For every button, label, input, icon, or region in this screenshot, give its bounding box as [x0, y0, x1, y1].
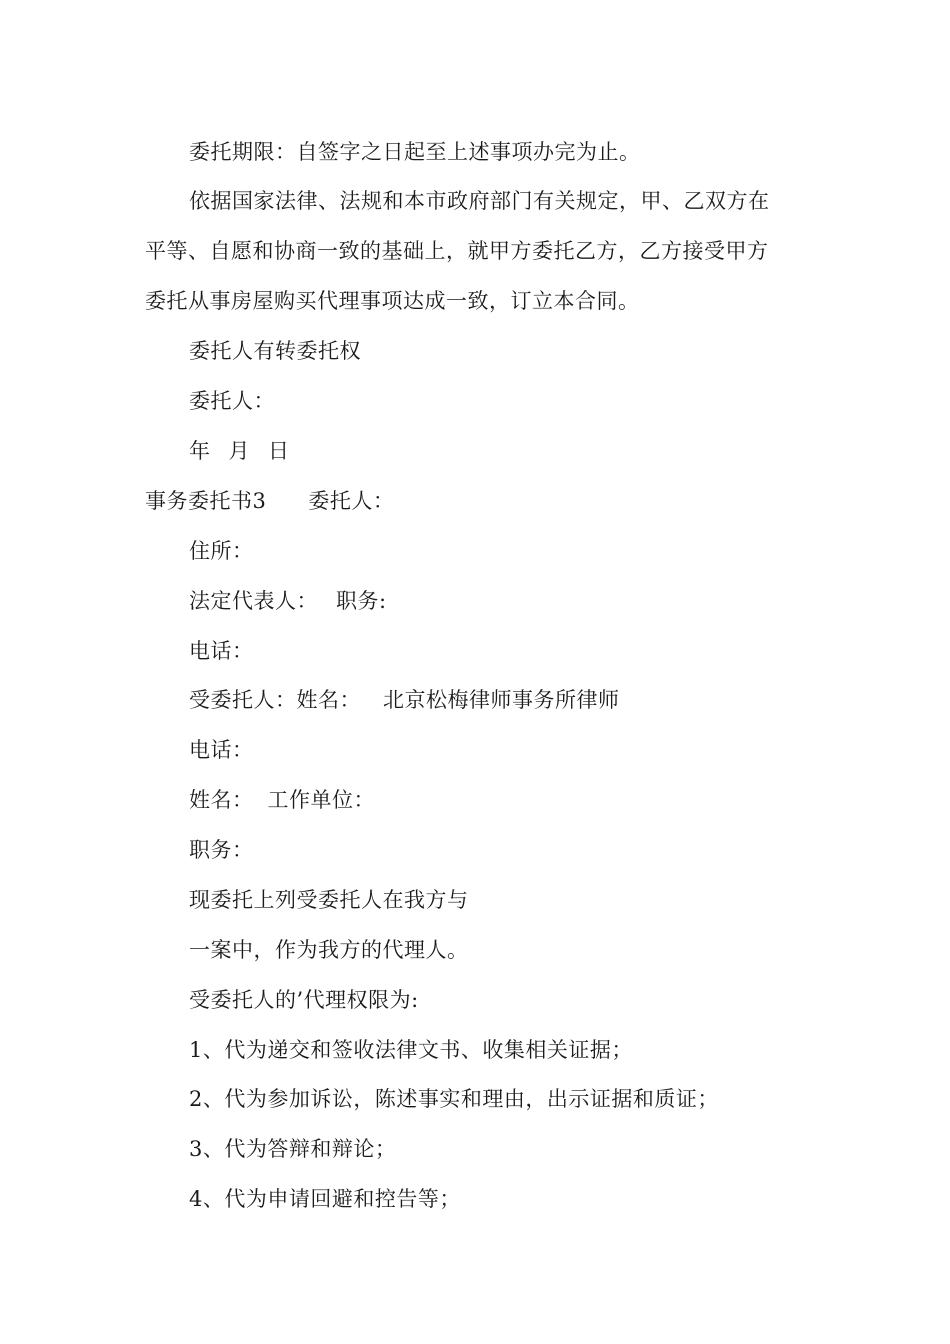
agent-phone-label: 电话：: [189, 738, 254, 762]
legal-rep-line: [189, 587, 387, 615]
paragraph-subdelegation: 委托人有转委托权: [189, 339, 361, 363]
principal-signature-label: 委托人：: [189, 389, 275, 413]
section-title: 事务委托书3: [145, 489, 267, 513]
agent-name-label: 受委托人：姓名：: [189, 688, 361, 712]
second-agent-name-label: 姓名：: [189, 788, 254, 812]
position-label: 职务:: [336, 589, 387, 613]
authority-item-2: 2、代为参加诉讼，陈述事实和理由，出示证据和质证；: [189, 1087, 719, 1111]
paragraph-appointment: 现委托上列受委托人在我方与: [189, 888, 469, 912]
address-label: 住所：: [189, 539, 254, 563]
section-heading-line: [145, 487, 394, 515]
workplace-label: 工作单位：: [267, 788, 375, 812]
paragraph-basis-line-2: 平等、自愿和协商一致的基础上，就甲方委托乙方，乙方接受甲方: [145, 239, 769, 263]
agent-firm: 北京松梅律师事务所律师: [383, 688, 620, 712]
paragraph-basis-line-3: 委托从事房屋购买代理事项达成一致，订立本合同。: [145, 289, 640, 313]
paragraph-term: 委托期限：自签字之日起至上述事项办完为止。: [189, 140, 641, 164]
authority-heading: 受委托人的’代理权限为:: [189, 988, 419, 1012]
second-agent-line: [189, 786, 375, 814]
legal-rep-label: 法定代表人：: [189, 589, 318, 613]
paragraph-case: 一案中，作为我方的代理人。: [189, 938, 469, 962]
phone-label: 电话：: [189, 639, 254, 663]
date-line: [189, 437, 290, 465]
authority-item-1: 1、代为递交和签收法律文书、收集相关证据；: [189, 1038, 633, 1062]
authority-item-3: 3、代为答辩和辩论；: [189, 1137, 397, 1161]
authority-item-4: 4、代为申请回避和控告等；: [189, 1187, 461, 1211]
date-year: 年: [189, 439, 211, 463]
principal-label: 委托人：: [308, 489, 395, 513]
agent-line: [189, 686, 620, 714]
paragraph-basis-line-1: 依据国家法律、法规和本市政府部门有关规定，甲、乙双方在: [189, 189, 770, 213]
second-agent-position-label: 职务：: [189, 838, 254, 862]
date-day: 日: [268, 439, 290, 463]
date-month: 月: [228, 439, 250, 463]
